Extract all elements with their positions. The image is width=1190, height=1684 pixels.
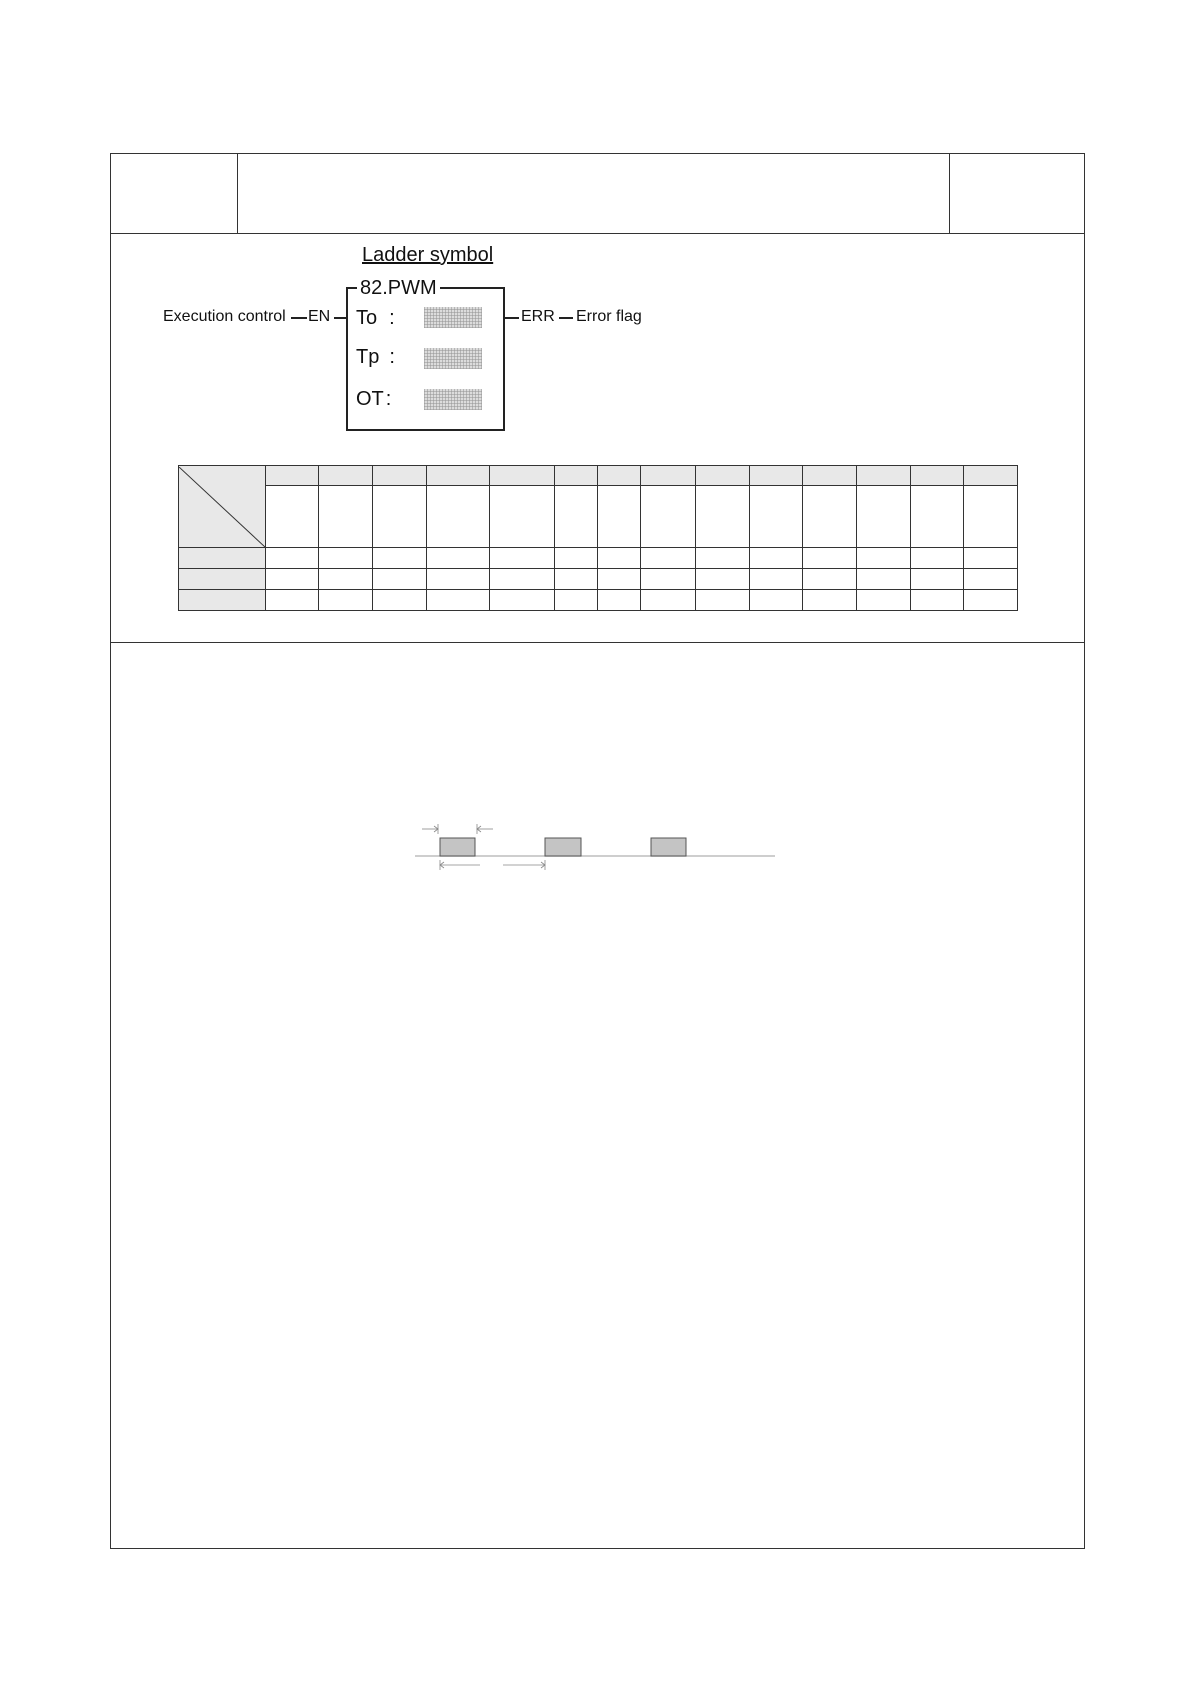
table-header-cell bbox=[803, 466, 857, 486]
table-cell bbox=[490, 569, 555, 590]
table-cell bbox=[911, 590, 964, 611]
table-header-cell bbox=[750, 466, 803, 486]
param-tp-operand bbox=[424, 348, 482, 369]
param-ot-operand bbox=[424, 389, 482, 410]
err-pin-label: ERR bbox=[521, 308, 555, 325]
table-cell bbox=[696, 569, 750, 590]
table-subheader-cell bbox=[911, 486, 964, 548]
table-subheader-cell bbox=[857, 486, 911, 548]
error-flag-label: Error flag bbox=[576, 308, 642, 325]
table-header-cell bbox=[696, 466, 750, 486]
period-dimension bbox=[440, 860, 545, 870]
param-to-label: To : bbox=[356, 307, 395, 329]
param-ot-label: OT : bbox=[356, 388, 392, 410]
output-wire bbox=[559, 317, 573, 319]
table-subheader-cell bbox=[641, 486, 696, 548]
table-cell bbox=[911, 548, 964, 569]
table-subheader-cell bbox=[598, 486, 641, 548]
table-cell bbox=[490, 548, 555, 569]
table-header-cell bbox=[964, 466, 1018, 486]
table-row-header bbox=[179, 590, 266, 611]
header-col3-divider bbox=[949, 153, 950, 233]
table-cell bbox=[641, 590, 696, 611]
table-subheader-cell bbox=[319, 486, 373, 548]
table-cell bbox=[750, 548, 803, 569]
table-subheader-cell bbox=[803, 486, 857, 548]
err-stub-wire bbox=[505, 317, 519, 319]
table-cell bbox=[964, 590, 1018, 611]
table-corner-cell bbox=[179, 466, 266, 548]
table-cell bbox=[641, 548, 696, 569]
table-subheader-cell bbox=[266, 486, 319, 548]
section-divider bbox=[110, 642, 1085, 643]
pwm-pulse bbox=[545, 838, 581, 856]
table-cell bbox=[373, 569, 427, 590]
table-header-cell bbox=[857, 466, 911, 486]
table-subheader-cell bbox=[750, 486, 803, 548]
table-cell bbox=[857, 569, 911, 590]
param-tp-label: Tp : bbox=[356, 346, 395, 368]
header-divider bbox=[110, 233, 1085, 234]
table-cell bbox=[964, 569, 1018, 590]
table-cell bbox=[266, 590, 319, 611]
table-header-cell bbox=[555, 466, 598, 486]
table-row bbox=[179, 590, 1018, 611]
corner-diagonal bbox=[179, 467, 265, 547]
table-row bbox=[179, 548, 1018, 569]
table-cell bbox=[696, 548, 750, 569]
table-header-cell bbox=[319, 466, 373, 486]
table-cell bbox=[373, 590, 427, 611]
table-cell bbox=[641, 569, 696, 590]
table-cell bbox=[857, 590, 911, 611]
table-cell bbox=[598, 548, 641, 569]
pwm-pulse bbox=[651, 838, 686, 856]
table-cell bbox=[750, 590, 803, 611]
table-header-row bbox=[179, 466, 1018, 486]
table-subheader-cell bbox=[490, 486, 555, 548]
table-cell bbox=[598, 569, 641, 590]
en-pin-label: EN bbox=[308, 308, 331, 325]
table-cell bbox=[373, 548, 427, 569]
table-cell bbox=[803, 548, 857, 569]
table-cell bbox=[911, 569, 964, 590]
table-header-cell bbox=[911, 466, 964, 486]
table-cell bbox=[555, 548, 598, 569]
table-subheader-cell bbox=[696, 486, 750, 548]
ladder-symbol-title: Ladder symbol bbox=[362, 244, 494, 266]
table-header-cell bbox=[490, 466, 555, 486]
table-subheader-row bbox=[179, 486, 1018, 548]
execution-control-label: Execution control bbox=[163, 308, 286, 325]
table-row-header bbox=[179, 548, 266, 569]
table-subheader-cell bbox=[427, 486, 490, 548]
table-cell bbox=[427, 569, 490, 590]
table-subheader-cell bbox=[373, 486, 427, 548]
table-cell bbox=[266, 548, 319, 569]
table-cell bbox=[490, 590, 555, 611]
table-header-cell bbox=[266, 466, 319, 486]
table-cell bbox=[555, 569, 598, 590]
table-cell bbox=[319, 569, 373, 590]
table-row-header bbox=[179, 569, 266, 590]
table-header-cell bbox=[373, 466, 427, 486]
table-subheader-cell bbox=[964, 486, 1018, 548]
table-cell bbox=[598, 590, 641, 611]
table-cell bbox=[857, 548, 911, 569]
table-cell bbox=[319, 590, 373, 611]
table-header-cell bbox=[427, 466, 490, 486]
table-cell bbox=[319, 548, 373, 569]
table-header-cell bbox=[641, 466, 696, 486]
table-cell bbox=[750, 569, 803, 590]
table-cell bbox=[266, 569, 319, 590]
pwm-pulse bbox=[440, 838, 475, 856]
table-cell bbox=[696, 590, 750, 611]
table-cell bbox=[803, 569, 857, 590]
table-cell bbox=[427, 548, 490, 569]
table-cell bbox=[964, 548, 1018, 569]
en-stub-wire bbox=[334, 317, 346, 319]
table-cell bbox=[803, 590, 857, 611]
param-to-operand bbox=[424, 307, 482, 328]
operand-table bbox=[178, 465, 1018, 611]
table-row bbox=[179, 569, 1018, 590]
pwm-timing-diagram bbox=[410, 820, 780, 878]
input-wire bbox=[291, 317, 307, 319]
table-cell bbox=[427, 590, 490, 611]
table-subheader-cell bbox=[555, 486, 598, 548]
function-name: 82.PWM bbox=[357, 277, 440, 299]
table-header-cell bbox=[598, 466, 641, 486]
on-width-dimension bbox=[422, 824, 493, 834]
table-cell bbox=[555, 590, 598, 611]
header-col1-divider bbox=[237, 153, 238, 233]
